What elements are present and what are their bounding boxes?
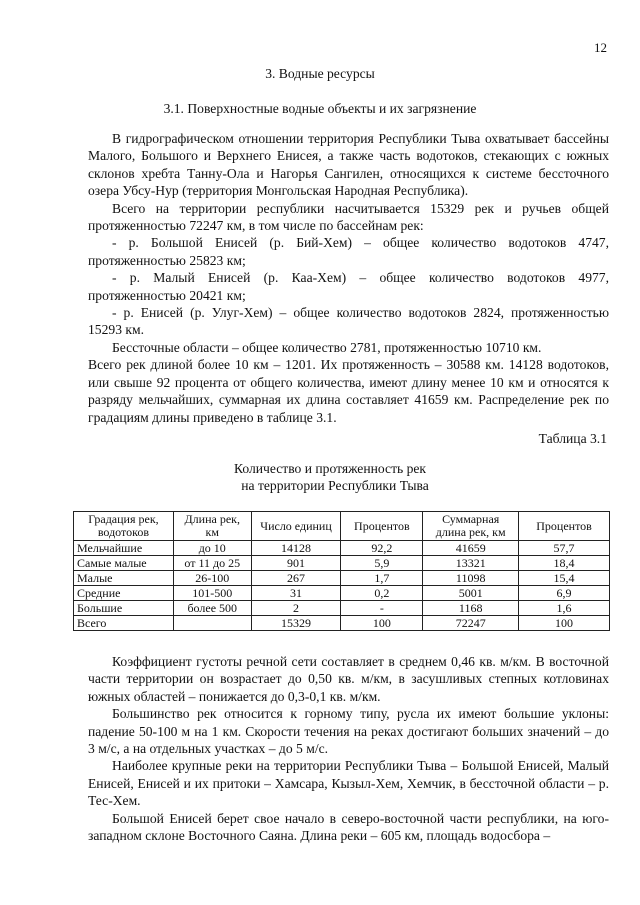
- table-caption-line2: на территории Республики Тыва: [241, 478, 429, 493]
- table-cell: 2: [251, 601, 341, 616]
- table-cell: 5,9: [341, 556, 423, 571]
- paragraph: Большинство рек относится к горному типу, русла их имеют большие уклоны: падение 50-100 м на 1 км. Скорости течения на реках достигают больших значений – до 3 м/с, а на отдельных участках – до 5 м/с.: [88, 706, 609, 757]
- table-cell: 15,4: [519, 571, 610, 586]
- table-row: [74, 601, 610, 616]
- section-heading: 3. Водные ресурсы: [265, 66, 375, 81]
- table-cell: 41659: [423, 541, 519, 556]
- table-cell: 18,4: [519, 556, 610, 571]
- paragraph: Большой Енисей берет свое начало в северо-восточной части республики, на юго-западном склоне Восточного Саяна. Длина реки – 605 км, площадь водосбора –: [88, 810, 609, 844]
- table-header-cell: Длина рек, км: [173, 512, 251, 541]
- table-cell: более 500: [173, 601, 251, 616]
- paragraph: Всего на территории республики насчитывается 15329 рек и ручьев общей протяженностью 72247 км, в том числе по бассейнам рек:: [88, 200, 609, 234]
- table-cell: 1,7: [341, 571, 423, 586]
- table-header-cell: Процентов: [341, 512, 423, 541]
- table-header-row: [74, 512, 610, 541]
- paragraph: В гидрографическом отношении территория Республики Тыва охватывает бассейны Малого, Большого и Верхнего Енисея, а также часть водотоков, стекающих с южных склонов хребта Танну-Ола и Нагорья Сангилен, относящихся к системе бессточного озера Убсу-Нур (территория Монгольская Народная Республика).: [88, 131, 609, 199]
- table-body: [74, 541, 610, 631]
- table-row: [74, 616, 610, 631]
- table-cell: 1,6: [519, 601, 610, 616]
- table-caption-line1: Количество и протяженность рек: [233, 461, 427, 476]
- paragraph: - р. Енисей (р. Улуг-Хем) – общее количество водотоков 2824, протяженностью 15293 км.: [88, 305, 609, 338]
- table-cell: 5001: [423, 586, 519, 601]
- paragraph: Коэффициент густоты речной сети составляет в среднем 0,46 кв. м/км. В восточной части территории он возрастает до 0,50 кв. м/км, в засушливых степных котловинах южных областей – понижается до 0,3-0,1 кв. м/км.: [88, 654, 609, 704]
- table-cell: Всего: [74, 616, 174, 631]
- table-cell: Самые малые: [74, 556, 174, 571]
- rivers-table: [73, 511, 610, 631]
- table-cell: Средние: [74, 586, 174, 601]
- table-cell: 26-100: [173, 571, 251, 586]
- table-row: [74, 556, 610, 571]
- table-cell: Мельчайшие: [74, 541, 174, 556]
- subsection-heading: 3.1. Поверхностные водные объекты и их загрязнение: [163, 101, 477, 116]
- table-cell: 6,9: [519, 586, 610, 601]
- table-cell: -: [341, 601, 423, 616]
- table-cell: 72247: [423, 616, 519, 631]
- table-row: [74, 541, 610, 556]
- table-cell: Большие: [74, 601, 174, 616]
- table-cell: 101-500: [173, 586, 251, 601]
- table-row: [74, 586, 610, 601]
- table-cell: [173, 616, 251, 631]
- table-cell: 92,2: [341, 541, 423, 556]
- paragraph: Бессточные области – общее количество 2781, протяженностью 10710 км.: [112, 339, 542, 355]
- paragraph: - р. Большой Енисей (р. Бий-Хем) – общее количество водотоков 4747, протяженностью 25823 км;: [88, 235, 609, 268]
- paragraph: Всего рек длиной более 10 км – 1201. Их протяженность – 30588 км. 14128 водотоков, или свыше 92 процента от общего количества, имеют длину менее 10 км и относятся к разряду мельчайших, суммарная их длина составляет 41659 км. Распределение рек по градациям длины приведено в таблице 3.1.: [88, 357, 609, 425]
- table-cell: 31: [251, 586, 341, 601]
- paragraph: - р. Малый Енисей (р. Каа-Хем) – общее количество водотоков 4977, протяженностью 20421 км;: [88, 270, 609, 303]
- table-cell: Малые: [74, 571, 174, 586]
- table-cell: 1168: [423, 601, 519, 616]
- table-cell: 13321: [423, 556, 519, 571]
- table-cell: 901: [251, 556, 341, 571]
- table-cell: до 10: [173, 541, 251, 556]
- page-number: 12: [594, 40, 607, 55]
- table-header-cell: Градация рек, водотоков: [74, 512, 174, 541]
- table-row: [74, 571, 610, 586]
- table-cell: от 11 до 25: [173, 556, 251, 571]
- table-cell: 267: [251, 571, 341, 586]
- table-cell: 15329: [251, 616, 341, 631]
- table-cell: 100: [341, 616, 423, 631]
- paragraph: Наиболее крупные реки на территории Республики Тыва – Большой Енисей, Малый Енисей, Енисей и их притоки – Хамсара, Кызыл-Хем, Хемчик, в бессточной области – р. Тес-Хем.: [88, 758, 609, 809]
- body-text-top: [88, 130, 609, 426]
- table-header-cell: Суммарная длина рек, км: [423, 512, 519, 541]
- table-header-cell: Процентов: [519, 512, 610, 541]
- table-cell: 100: [519, 616, 610, 631]
- table-cell: 14128: [251, 541, 341, 556]
- table-cell: 57,7: [519, 541, 610, 556]
- body-text-bottom: [88, 653, 609, 844]
- table-header-cell: Число единиц: [251, 512, 341, 541]
- table-cell: 0,2: [341, 586, 423, 601]
- table-cell: 11098: [423, 571, 519, 586]
- table-number: Таблица 3.1: [538, 431, 607, 446]
